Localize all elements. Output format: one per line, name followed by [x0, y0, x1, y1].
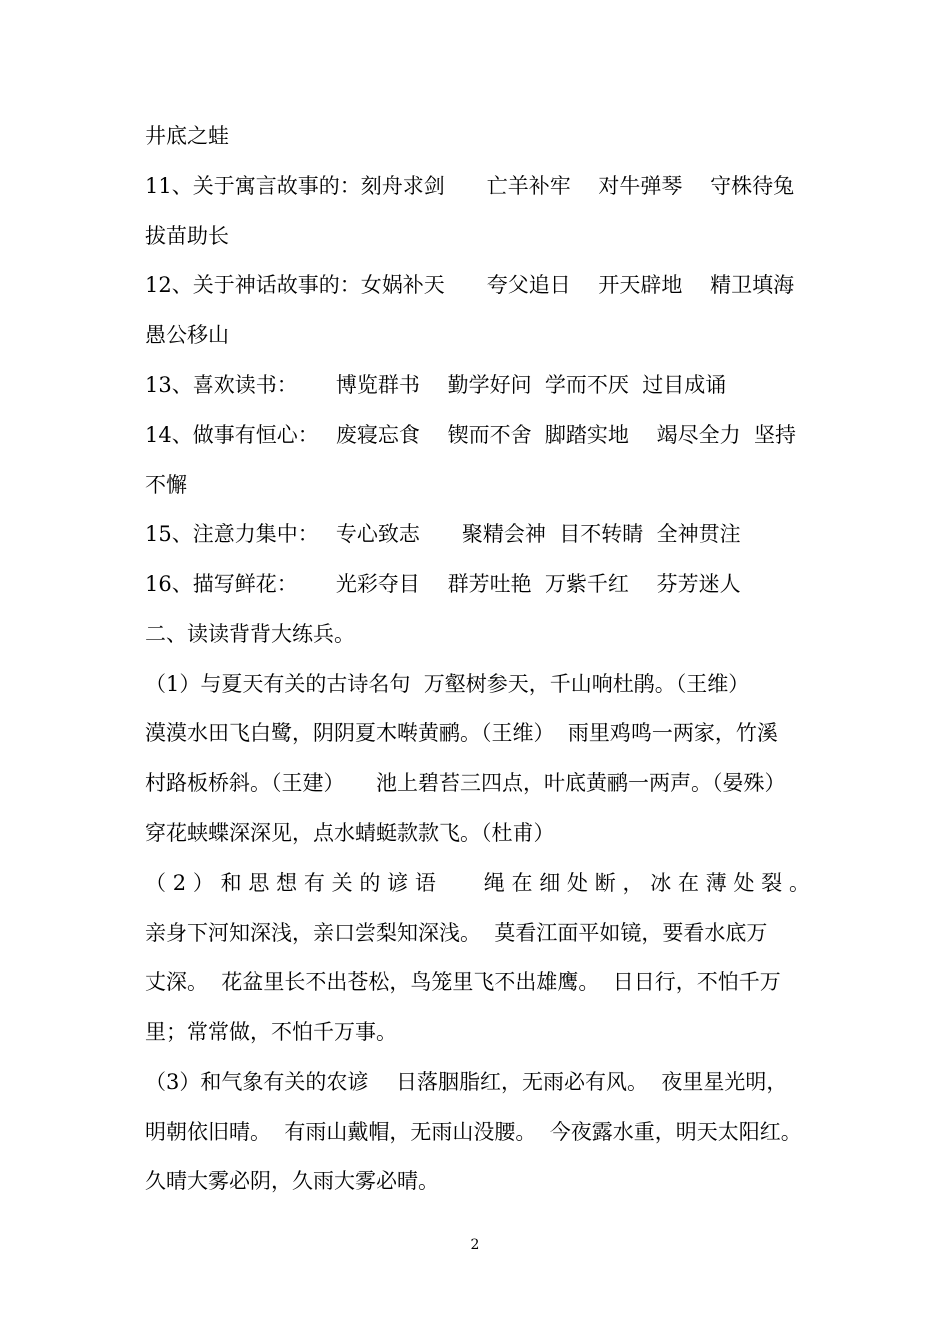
- text-line: （3）和气象有关的农谚 日落胭脂红，无雨必有风。 夜里星光明，: [145, 1070, 788, 1094]
- text-line: 丈深。 花盆里长不出苍松，鸟笼里飞不出雄鹰。 日日行，不怕千万: [145, 970, 781, 994]
- text-line: 15、注意力集中： 专心致志 聚精会神 目不转睛 全神贯注: [145, 522, 741, 546]
- text-line: 明朝依旧晴。 有雨山戴帽，无雨山没腰。 今夜露水重，明天太阳红。: [145, 1120, 802, 1144]
- text-line: （1）与夏天有关的古诗名句 万壑树参天，千山响杜鹃。（王维）: [145, 672, 750, 696]
- text-line: 13、喜欢读书： 博览群书 勤学好问 学而不厌 过目成诵: [145, 373, 727, 397]
- text-line: 11、关于寓言故事的：刻舟求剑 亡羊补牢 对牛弹琴 守株待兔: [145, 174, 795, 198]
- text-line: 漠漠水田飞白鹭，阴阴夏木啭黄鹂。（王维） 雨里鸡鸣一两家，竹溪: [145, 721, 778, 745]
- text-line: 拔苗助长: [145, 224, 229, 248]
- text-line: 久晴大雾必阴，久雨大雾必晴。: [145, 1169, 439, 1193]
- page-number: 2: [470, 1237, 480, 1253]
- text-line: 12、关于神话故事的：女娲补天 夸父追日 开天辟地 精卫填海: [145, 273, 795, 297]
- text-line: 14、做事有恒心： 废寝忘食 锲而不舍 脚踏实地 竭尽全力 坚持: [145, 423, 796, 447]
- text-line: 不懈: [145, 473, 187, 497]
- text-line: （2）和思想有关的谚语 绳在细处断，冰在薄处裂。: [145, 871, 810, 895]
- text-line: 穿花蛱蝶深深见，点水蜻蜓款款飞。（杜甫）: [145, 821, 555, 845]
- text-line: 16、描写鲜花： 光彩夺目 群芳吐艳 万紫千红 芬芳迷人: [145, 572, 741, 596]
- text-line: 村路板桥斜。（王建） 池上碧苔三四点，叶底黄鹂一两声。（晏殊）: [145, 771, 786, 795]
- section-heading: 二、读读背背大练兵。: [145, 622, 355, 646]
- text-line: 亲身下河知深浅，亲口尝梨知深浅。 莫看江面平如镜，要看水底万: [145, 921, 768, 945]
- text-line: 愚公移山: [145, 323, 229, 347]
- text-line: 井底之蛙: [145, 124, 229, 148]
- text-line: 里；常常做，不怕千万事。: [145, 1020, 397, 1044]
